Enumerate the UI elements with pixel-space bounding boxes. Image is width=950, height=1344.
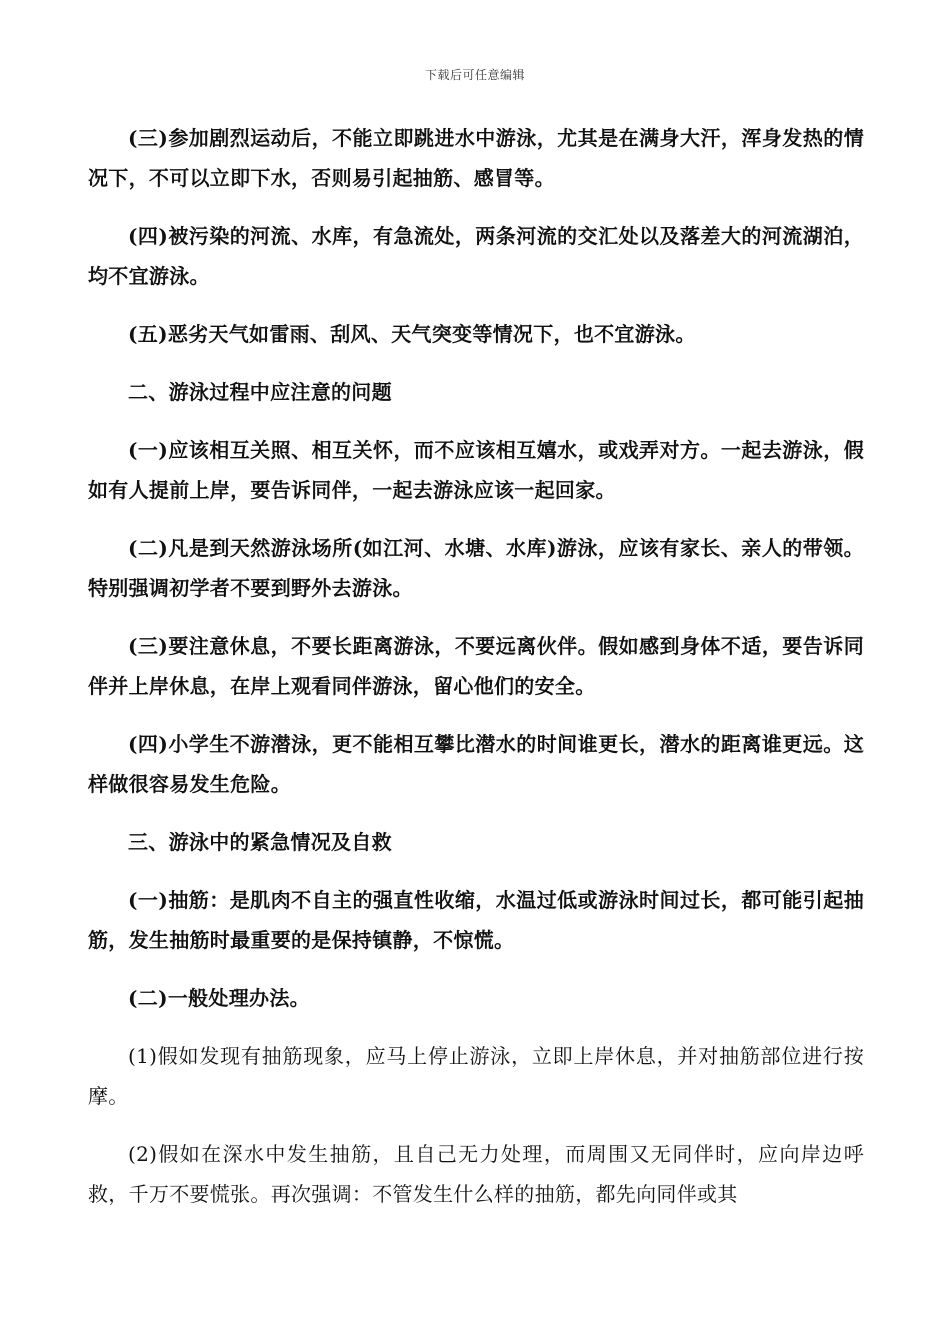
header-note: 下载后可任意编辑	[424, 68, 525, 82]
paragraph-step-1: (1)假如发现有抽筋现象，应马上停止游泳，立即上岸休息，并对抽筋部位进行按摩。	[88, 1044, 864, 1108]
paragraph-natural-sites: (二)凡是到天然游泳场所(如江河、水塘、水库)游泳，应该有家长、亲人的带领。特别强调初学者不要到野外去游泳。	[88, 536, 864, 600]
paragraph-rule-5-weather: (五)恶劣天气如雷雨、刮风、天气突变等情况下，也不宜游泳。	[128, 322, 696, 346]
section-heading-2: 二、游泳过程中应注意的问题	[128, 380, 392, 404]
paragraph-step-2: (2)假如在深水中发生抽筋，且自己无力处理，而周围又无同伴时，应向岸边呼救，千万不要慌张。再次强调：不管发生什么样的抽筋，都先向同伴或其	[88, 1142, 864, 1206]
paragraph-general-handling: (二)一般处理办法。	[128, 986, 310, 1010]
paragraph-rule-4-polluted-water: (四)被污染的河流、水库，有急流处，两条河流的交汇处以及落差大的河流湖泊，均不宜游泳。	[88, 224, 864, 288]
document-body	[88, 118, 864, 1232]
paragraph-care-each-other: (一)应该相互关照、相互关怀，而不应该相互嬉水，或戏弄对方。一起去游泳，假如有人提前上岸，要告诉同伴，一起去游泳应该一起回家。	[88, 438, 864, 502]
section-heading-3: 三、游泳中的紧急情况及自救	[128, 830, 392, 854]
paragraph-no-diving: (四)小学生不游潜泳，更不能相互攀比潜水的时间谁更长，潜水的距离谁更远。这样做很容易发生危险。	[88, 732, 864, 796]
paragraph-rule-3-exercise: (三)参加剧烈运动后，不能立即跳进水中游泳，尤其是在满身大汗，浑身发热的情况下，不可以立即下水，否则易引起抽筋、感冒等。	[88, 126, 864, 190]
paragraph-cramp-definition: (一)抽筋：是肌肉不自主的强直性收缩，水温过低或游泳时间过长，都可能引起抽筋，发生抽筋时最重要的是保持镇静，不惊慌。	[88, 888, 864, 952]
paragraph-rest: (三)要注意休息，不要长距离游泳，不要远离伙伴。假如感到身体不适，要告诉同伴并上岸休息，在岸上观看同伴游泳，留心他们的安全。	[88, 634, 864, 698]
